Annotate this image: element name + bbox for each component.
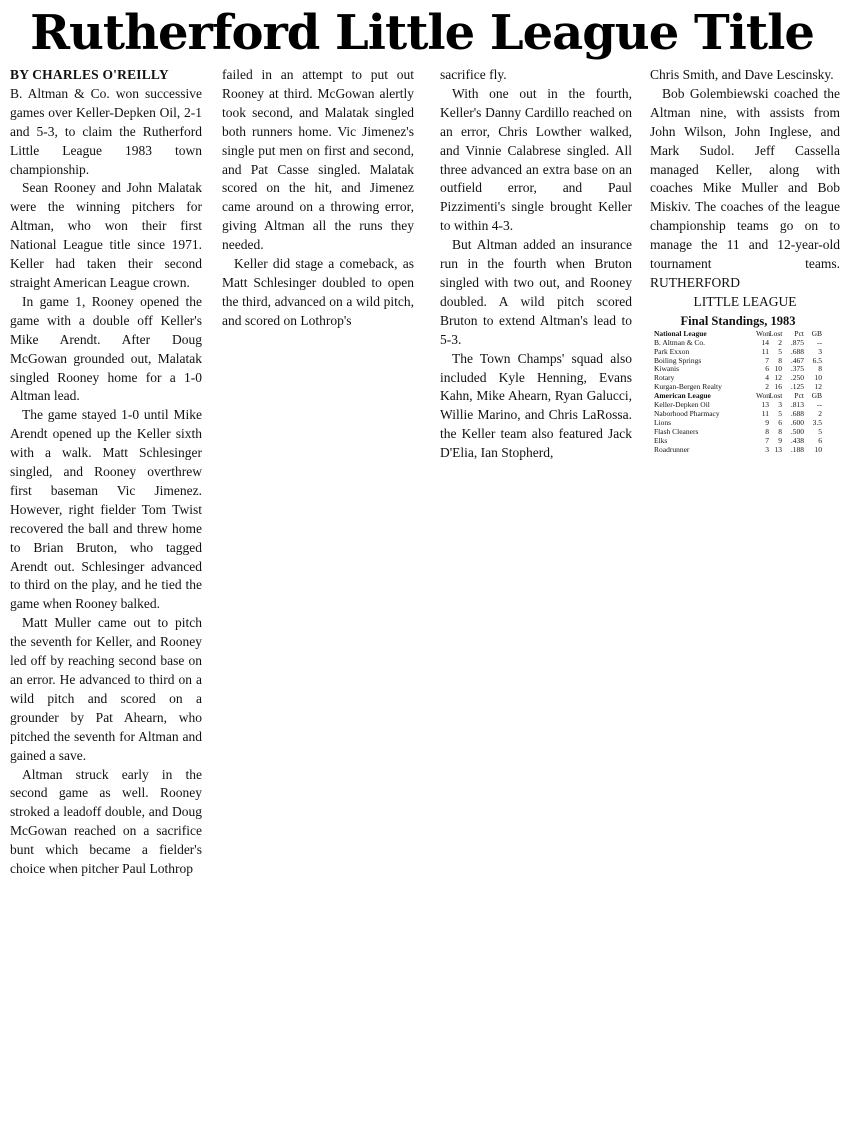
lost: 2	[778, 337, 782, 347]
team-name: Elks	[654, 436, 668, 445]
team-name: Kiwanis	[654, 365, 679, 374]
byline: BY CHARLES O'REILLY	[10, 67, 169, 82]
col-gb: GB	[811, 328, 822, 338]
paragraph: failed in an attempt to put out Rooney at third. McGowan alertly took second, and Malatak singled both runners home. Vic Jimenez's single put men on first and second, and Pat Casse singled. Malatak scored on the hit, and Jimenez came around on a throwing error, giving Altman all the runs they needed.	[222, 67, 414, 253]
pct: .688	[790, 408, 804, 418]
won: 11	[761, 408, 769, 418]
won: 6	[765, 364, 769, 374]
lost: 6	[778, 417, 782, 427]
paragraph: Chris Smith, and Dave Lescinsky.	[650, 67, 834, 82]
lost: 12	[774, 373, 782, 383]
pct: .688	[790, 346, 804, 356]
games-behind: 2	[818, 408, 822, 418]
games-behind: --	[817, 337, 822, 347]
article-column-3	[440, 66, 632, 463]
pct: .375	[790, 364, 804, 374]
paragraph: With one out in the fourth, Keller's Danny Cardillo reached on an error, Chris Lowther walked, and Vinnie Calabrese singled. All three advanced an extra base on an outfield error, and Paul Pizzimenti's single brought Keller to within 4-3.	[440, 85, 632, 234]
pct: .250	[790, 373, 804, 383]
org-line: LITTLE LEAGUE	[693, 293, 797, 309]
games-behind: 6	[818, 435, 822, 445]
lost: 13	[774, 444, 782, 454]
games-behind: 10	[814, 444, 822, 454]
headline: Rutherford Little League Title	[30, 5, 814, 61]
paragraph: Keller did stage a comeback, as Matt Schlesinger doubled to open the third, advanced on a wild pitch, and scored on Lothrop's	[222, 256, 414, 328]
lost: 5	[778, 408, 782, 418]
team-name: Kurgan-Bergen Realty	[654, 383, 722, 392]
won: 9	[765, 417, 769, 427]
pct: .600	[790, 417, 804, 427]
national-league-rows	[654, 339, 822, 392]
lost: 9	[778, 435, 782, 445]
team-name: Park Exxon	[654, 347, 690, 356]
games-behind: 5	[818, 426, 822, 436]
lost: 8	[778, 355, 782, 365]
team-name: Flash Cleaners	[654, 427, 699, 436]
games-behind: --	[817, 400, 822, 410]
team-name: Naborhood Pharmacy	[654, 409, 720, 418]
paragraph: Matt Muller came out to pitch the seventh for Keller, and Rooney led off by reaching second base on an error. He advanced to third on a wild pitch and scored on a grounder by Pat Ahearn, who pitched the seventh for Altman and gained a save.	[10, 615, 202, 763]
lost: 10	[774, 364, 782, 374]
table-row	[654, 446, 822, 455]
won: 14	[761, 337, 769, 347]
won: 8	[765, 426, 769, 436]
article-column-1	[10, 66, 202, 879]
pct: .125	[790, 382, 804, 392]
col-won: Won	[756, 391, 770, 401]
col-pct: Pct	[794, 391, 804, 401]
pct: .467	[790, 355, 804, 365]
lost: 16	[774, 382, 782, 392]
paragraph: Altman struck early in the second game as well. Rooney stroked a leadoff double, and Doug McGowan reached on a sacrifice bunt which became a fielder's choice when pitcher Paul Lothrop	[10, 766, 202, 877]
paragraph: The Town Champs' squad also included Kyle Henning, Evans Kahn, Mike Ahearn, Ryan Galucci, Willie Marino, and Chris LaRossa. the Keller team also featured Jack D'Elia, Ian Stopherd,	[440, 350, 632, 461]
team-name: Keller-Depken Oil	[654, 401, 710, 410]
col-gb: GB	[811, 391, 822, 401]
won: 7	[765, 355, 769, 365]
col-lost: Lost	[769, 391, 783, 401]
lost: 3	[778, 400, 782, 410]
team-name: Lions	[654, 418, 672, 427]
paragraph: In game 1, Rooney opened the game with a double off Keller's Mike Arendt. After Doug McGowan grounded out, Malatak singled Rooney home for a 1-0 Altman lead.	[10, 293, 202, 404]
col-won: Won	[756, 328, 770, 338]
won: 2	[765, 382, 769, 392]
paragraph: But Altman added an insurance run in the fourth when Bruton singled with two out, and Rooney doubled. A wild pitch scored Bruton to extend Altman's lead to 5-3.	[440, 237, 632, 347]
standings-title: Final Standings, 1983	[680, 313, 796, 328]
team-name: Boiling Springs	[654, 356, 702, 365]
pct: .500	[790, 426, 804, 436]
pct: .438	[790, 435, 804, 445]
paragraph: sacrifice fly.	[440, 67, 507, 82]
games-behind: 10	[814, 373, 822, 383]
games-behind: 3	[818, 346, 822, 356]
league-name: National League	[654, 329, 707, 338]
won: 3	[765, 444, 769, 454]
paragraph: Sean Rooney and John Malatak were the winning pitchers for Altman, who won their first National League title since 1971. Keller had taken their second straight American League crown.	[10, 180, 202, 290]
games-behind: 3.5	[812, 417, 822, 427]
col-lost: Lost	[769, 328, 783, 338]
team-name: B. Altman & Co.	[654, 338, 706, 347]
pct: .875	[790, 337, 804, 347]
games-behind: 12	[814, 382, 822, 392]
lost: 5	[778, 346, 782, 356]
paragraph: Bob Golembiewski coached the Altman nine, with assists from John Wilson, John Inglese, and Mark Sudol. Jeff Cassella managed Keller, along with coaches Mike Muller and Bob Miskiv. The coaches of the league championship teams go on to manage the 11 and 12-year-old tournament teams. RUTHERFORD	[650, 85, 840, 290]
pct: .813	[790, 400, 804, 410]
team-name: Roadrunner	[654, 445, 690, 454]
games-behind: 6.5	[812, 355, 822, 365]
won: 7	[765, 435, 769, 445]
article-column-2	[222, 66, 414, 331]
paragraph: B. Altman & Co. won successive games over Keller-Depken Oil, 2-1 and 5-3, to claim the Rutherford Little League 1983 town championship.	[10, 85, 202, 177]
standings-table	[654, 314, 822, 455]
games-behind: 8	[818, 364, 822, 374]
paragraph: The game stayed 1-0 until Mike Arendt opened up the Keller sixth with a walk. Matt Schlesinger singled, and Rooney overthrew first baseman Vic Jimenez. However, right fielder Tom Twist recovered the ball and threw home to Brian Bruton, who tagged Arendt out. Schlesinger advanced to third on the play, and he tied the game when Rooney balked.	[10, 407, 202, 612]
team-name: Rotary	[654, 374, 675, 383]
won: 4	[765, 373, 769, 383]
won: 13	[761, 400, 769, 410]
american-league-rows	[654, 401, 822, 454]
lost: 8	[778, 426, 782, 436]
league-name: American League	[654, 392, 711, 401]
won: 11	[761, 346, 769, 356]
article-column-4	[650, 66, 840, 454]
pct: .188	[790, 444, 804, 454]
col-pct: Pct	[794, 328, 804, 338]
